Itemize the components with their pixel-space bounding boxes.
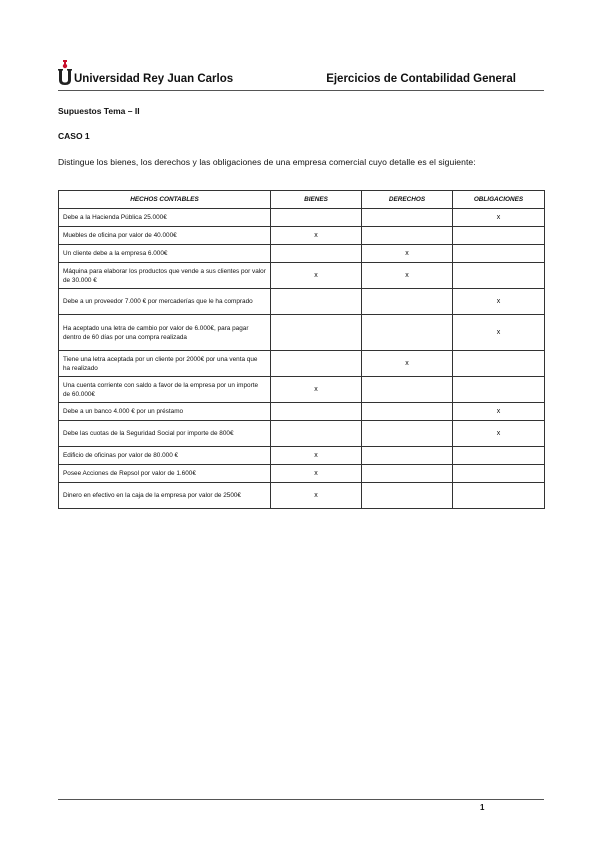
cell-hecho: Debe las cuotas de la Seguridad Social por importe de 800€ bbox=[59, 421, 271, 447]
header-hechos: HECHOS CONTABLES bbox=[59, 191, 271, 209]
cell-hecho: Edificio de oficinas por valor de 80.000 € bbox=[59, 447, 271, 465]
cell-obligaciones: x bbox=[453, 315, 545, 351]
cell-hecho: Debe a un proveedor 7.000 € por mercaderías que le ha comprado bbox=[59, 289, 271, 315]
cell-bienes: x bbox=[271, 263, 362, 289]
cell-hecho: Una cuenta corriente con saldo a favor de la empresa por un importe de 60.000€ bbox=[59, 377, 271, 403]
cell-derechos bbox=[362, 315, 453, 351]
accounting-facts-table bbox=[58, 190, 545, 509]
cell-derechos bbox=[362, 227, 453, 245]
cell-obligaciones bbox=[453, 245, 545, 263]
cell-bienes: x bbox=[271, 447, 362, 465]
cell-bienes: x bbox=[271, 465, 362, 483]
footer-divider bbox=[58, 799, 544, 800]
table-row bbox=[59, 377, 545, 403]
intro-paragraph: Distingue los bienes, los derechos y las obligaciones de una empresa comercial cuyo detalle es el siguiente: bbox=[58, 157, 476, 167]
cell-hecho: Ha aceptado una letra de cambio por valor de 6.000€, para pagar dentro de 60 días por una compra realizada bbox=[59, 315, 271, 351]
table-row bbox=[59, 209, 545, 227]
table-row bbox=[59, 421, 545, 447]
cell-obligaciones: x bbox=[453, 209, 545, 227]
cell-hecho: Dinero en efectivo en la caja de la empresa por valor de 2500€ bbox=[59, 483, 271, 509]
cell-obligaciones bbox=[453, 377, 545, 403]
cell-obligaciones bbox=[453, 351, 545, 377]
cell-hecho: Tiene una letra aceptada por un cliente por 2000€ por una venta que ha realizado bbox=[59, 351, 271, 377]
cell-derechos: x bbox=[362, 351, 453, 377]
header-derechos: DERECHOS bbox=[362, 191, 453, 209]
cell-obligaciones: x bbox=[453, 421, 545, 447]
cell-bienes bbox=[271, 245, 362, 263]
table-row bbox=[59, 315, 545, 351]
document-title: Ejercicios de Contabilidad General bbox=[326, 73, 516, 85]
case-title: CASO 1 bbox=[58, 131, 90, 141]
cell-hecho: Posee Acciones de Repsol por valor de 1.600€ bbox=[59, 465, 271, 483]
cell-bienes bbox=[271, 209, 362, 227]
cell-derechos bbox=[362, 421, 453, 447]
cell-bienes bbox=[271, 421, 362, 447]
cell-derechos bbox=[362, 377, 453, 403]
cell-derechos bbox=[362, 289, 453, 315]
cell-derechos bbox=[362, 209, 453, 227]
header-obligaciones: OBLIGACIONES bbox=[453, 191, 545, 209]
table-header-row bbox=[59, 191, 545, 209]
cell-obligaciones bbox=[453, 447, 545, 465]
cell-obligaciones: x bbox=[453, 289, 545, 315]
cell-derechos bbox=[362, 465, 453, 483]
cell-derechos bbox=[362, 403, 453, 421]
table-row bbox=[59, 403, 545, 421]
cell-bienes: x bbox=[271, 377, 362, 403]
cell-bienes bbox=[271, 315, 362, 351]
cell-obligaciones bbox=[453, 227, 545, 245]
cell-hecho: Debe a la Hacienda Pública 25.000€ bbox=[59, 209, 271, 227]
cell-hecho: Muebles de oficina por valor de 40.000€ bbox=[59, 227, 271, 245]
cell-hecho: Un cliente debe a la empresa 6.000€ bbox=[59, 245, 271, 263]
cell-derechos: x bbox=[362, 245, 453, 263]
cell-obligaciones bbox=[453, 483, 545, 509]
cell-derechos bbox=[362, 447, 453, 465]
cell-bienes bbox=[271, 403, 362, 421]
page-number: 1 bbox=[480, 803, 485, 812]
header-bienes: BIENES bbox=[271, 191, 362, 209]
table-row bbox=[59, 263, 545, 289]
cell-obligaciones bbox=[453, 263, 545, 289]
cell-obligaciones bbox=[453, 465, 545, 483]
university-logo-icon bbox=[58, 60, 72, 86]
cell-derechos: x bbox=[362, 263, 453, 289]
page-header bbox=[58, 60, 544, 91]
cell-hecho: Debe a un banco 4.000 € por un préstamo bbox=[59, 403, 271, 421]
table-row bbox=[59, 227, 545, 245]
cell-bienes bbox=[271, 289, 362, 315]
cell-bienes: x bbox=[271, 483, 362, 509]
table-row bbox=[59, 245, 545, 263]
cell-derechos bbox=[362, 483, 453, 509]
table-row bbox=[59, 447, 545, 465]
cell-obligaciones: x bbox=[453, 403, 545, 421]
cell-bienes: x bbox=[271, 227, 362, 245]
university-name: Universidad Rey Juan Carlos bbox=[74, 73, 234, 85]
section-subtitle: Supuestos Tema – II bbox=[58, 106, 140, 116]
table-row bbox=[59, 465, 545, 483]
table-row bbox=[59, 483, 545, 509]
cell-bienes bbox=[271, 351, 362, 377]
table-row bbox=[59, 351, 545, 377]
table-row bbox=[59, 289, 545, 315]
cell-hecho: Máquina para elaborar los productos que vende a sus clientes por valor de 30.000 € bbox=[59, 263, 271, 289]
